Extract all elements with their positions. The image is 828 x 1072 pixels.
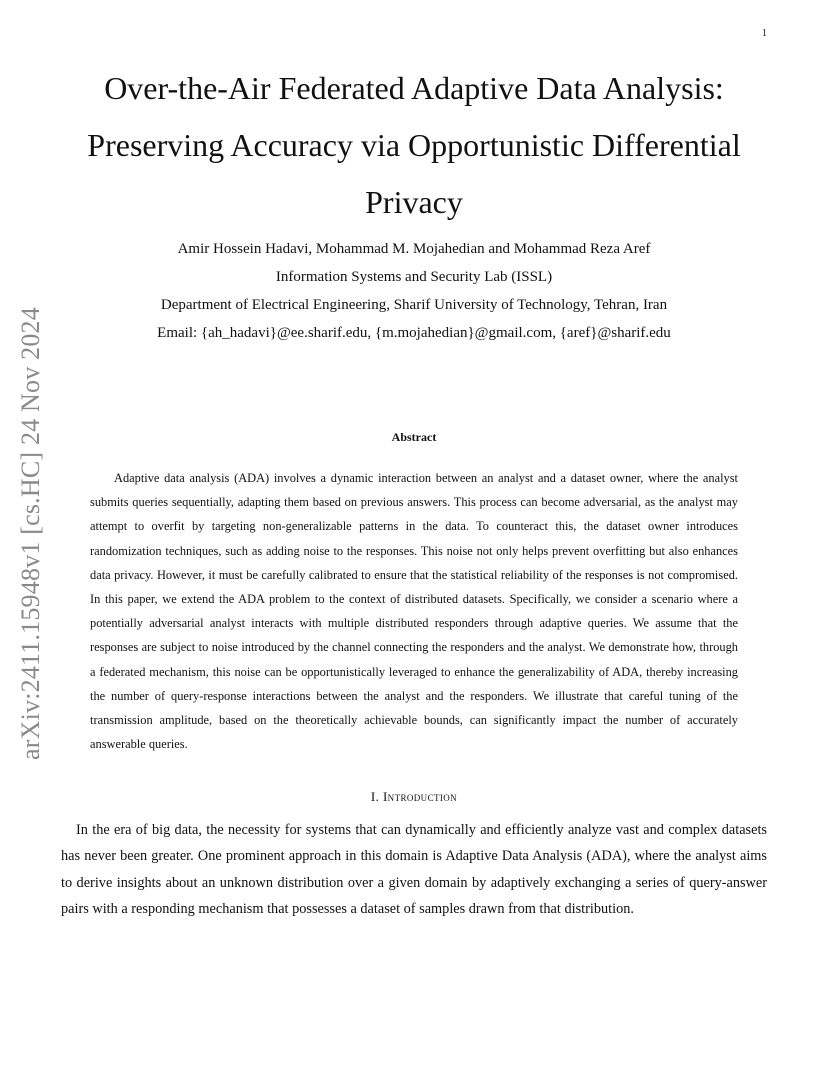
title-line: Over-the-Air Federated Adaptive Data Analysis: bbox=[104, 70, 724, 106]
author-block bbox=[70, 235, 758, 347]
arxiv-identifier[interactable]: arXiv:2411.15948v1 [cs.HC] 24 Nov 2024 bbox=[16, 307, 45, 760]
title-line: Privacy bbox=[365, 184, 463, 220]
section-heading-text: I. Introduction bbox=[370, 789, 458, 804]
author-names: Amir Hossein Hadavi, Mohammad M. Mojahedian and Mohammad Reza Aref bbox=[177, 241, 651, 257]
section-heading-introduction bbox=[0, 789, 828, 805]
paper-title bbox=[70, 60, 758, 231]
author-emails: Email: {ah_hadavi}@ee.sharif.edu, {m.mojahedian}@gmail.com, {aref}@sharif.edu bbox=[157, 325, 671, 341]
affiliation-lab: Information Systems and Security Lab (ISSL) bbox=[275, 269, 553, 285]
affiliation-department: Department of Electrical Engineering, Sharif University of Technology, Tehran, Iran bbox=[160, 297, 668, 313]
abstract-heading: Abstract bbox=[391, 430, 437, 444]
introduction-paragraph: In the era of big data, the necessity for systems that can dynamically and efficiently analyze vast and complex datasets has never been greater. One prominent approach in this domain is Adaptive Data Analysis (ADA), where the analyst aims to derive insights about an unknown distribution over a given domain by adaptively exchanging a series of query-answer pairs with a responding mechanism that possesses a dataset of samples drawn from that distribution. bbox=[61, 822, 767, 917]
title-line: Preserving Accuracy via Opportunistic Differential bbox=[87, 127, 741, 163]
abstract-text: Adaptive data analysis (ADA) involves a dynamic interaction between an analyst and a dataset owner, where the analyst submits queries sequentially, adapting them based on previous answers. This process can become adversarial, as the analyst may attempt to overfit by targeting non-generalizable patterns in the data. To counteract this, the dataset owner introduces randomization techniques, such as adding noise to the responses. This noise not only helps prevent overfitting but also enhances data privacy. However, it must be carefully calibrated to ensure that the statistical reliability of the responses is not compromised. In this paper, we extend the ADA problem to the context of distributed datasets. Specifically, we consider a scenario where a potentially adversarial analyst interacts with multiple distributed responders through adaptive queries. We assume that the responses are subject to noise introduced by the channel connecting the responders and the analyst. We demonstrate how, through a federated mechanism, this noise can be opportunistically leveraged to enhance the generalizability of ADA, thereby increasing the number of query-response interactions between the analyst and the responders. We illustrate that careful tuning of the transmission amplitude, based on the theoretically achievable bounds, can significantly impact the number of accurately answerable queries. bbox=[90, 471, 738, 752]
page-number: 1 bbox=[762, 28, 767, 39]
